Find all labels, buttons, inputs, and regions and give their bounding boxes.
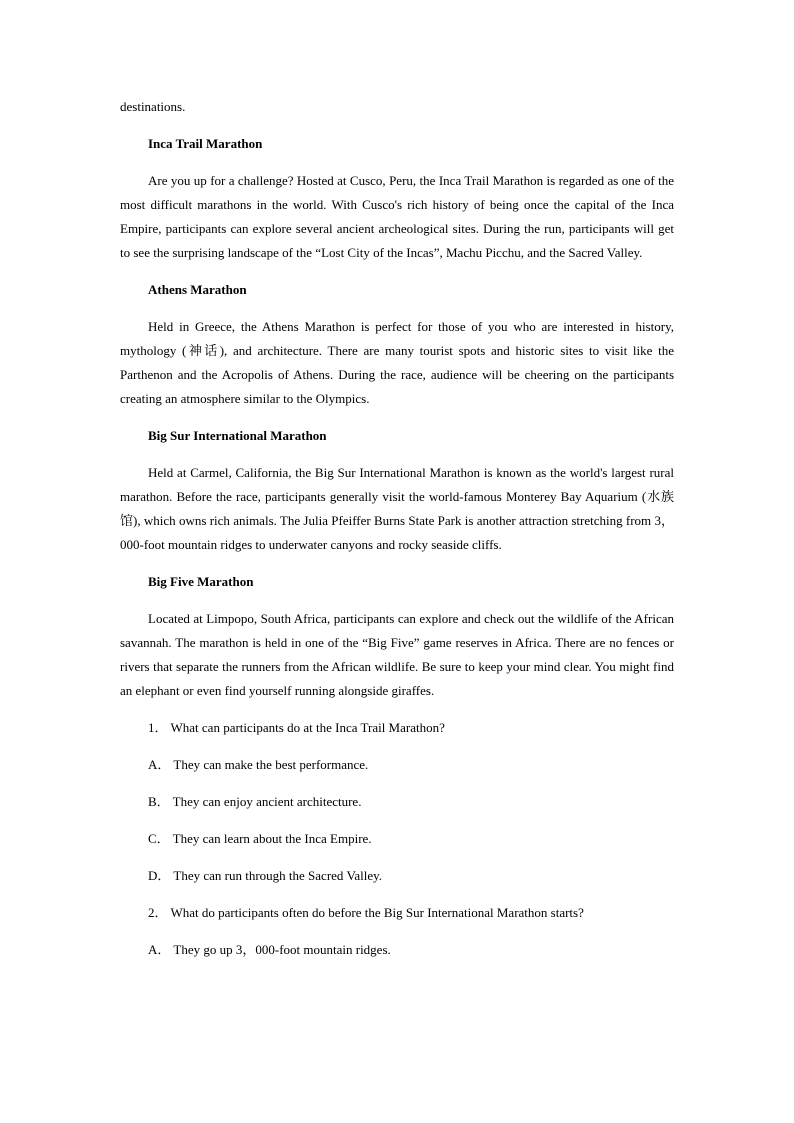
question-1-option-b: B． They can enjoy ancient architecture. — [148, 794, 362, 809]
section-title-athens: Athens Marathon — [148, 282, 247, 297]
section-title-inca: Inca Trail Marathon — [148, 136, 263, 151]
question-1-stem: 1． What can participants do at the Inca Trail Marathon? — [148, 720, 445, 735]
section-body-inca: Are you up for a challenge? Hosted at Cusco, Peru, the Inca Trail Marathon is regarded as one of the most difficult marathons in the world. With Cusco's rich history of being once the capital of the Inca Empire, participants can explore several ancient archeological sites. During the run, participants will get to see the surprising landscape of the “Lost City of the Incas”, Machu Picchu, and the Sacred Valley. — [120, 173, 674, 260]
intro-tail: destinations. — [120, 99, 186, 114]
section-title-big-sur: Big Sur International Marathon — [148, 428, 327, 443]
question-1-option-a: A． They can make the best performance. — [148, 757, 369, 772]
section-body-athens: Held in Greece, the Athens Marathon is perfect for those of you who are interested in history, mythology (神话), and architecture. There are many tourist spots and historic sites to visit like the Parthenon and the Acropolis of Athens. During the race, audience will be cheering on the participants creating an atmosphere similar to the Olympics. — [120, 319, 674, 406]
section-body-big-sur: Held at Carmel, California, the Big Sur International Marathon is known as the world's largest rural marathon. Before the race, participants generally visit the world-famous Monterey Bay Aquarium (水族馆), which owns rich animals. The Julia Pfeiffer Burns State Park is another attraction stretching from 3，000-foot mountain ridges to underwater canyons and rocky seaside cliffs. — [120, 465, 674, 552]
question-1-option-d: D． They can run through the Sacred Valley. — [148, 868, 383, 883]
section-body-big-five: Located at Limpopo, South Africa, participants can explore and check out the wildlife of the African savannah. The marathon is held in one of the “Big Five” game reserves in Africa. There are no fences or rivers that separate the runners from the African wildlife. Be sure to keep your mind clear. You might find an elephant or even find yourself running alongside giraffes. — [120, 611, 674, 698]
page-content — [120, 95, 674, 962]
question-1-option-c: C． They can learn about the Inca Empire. — [148, 831, 372, 846]
section-title-big-five: Big Five Marathon — [148, 574, 254, 589]
question-2-stem: 2． What do participants often do before the Big Sur International Marathon starts? — [148, 905, 584, 920]
question-2-option-a: A． They go up 3，000-foot mountain ridges. — [148, 942, 391, 957]
